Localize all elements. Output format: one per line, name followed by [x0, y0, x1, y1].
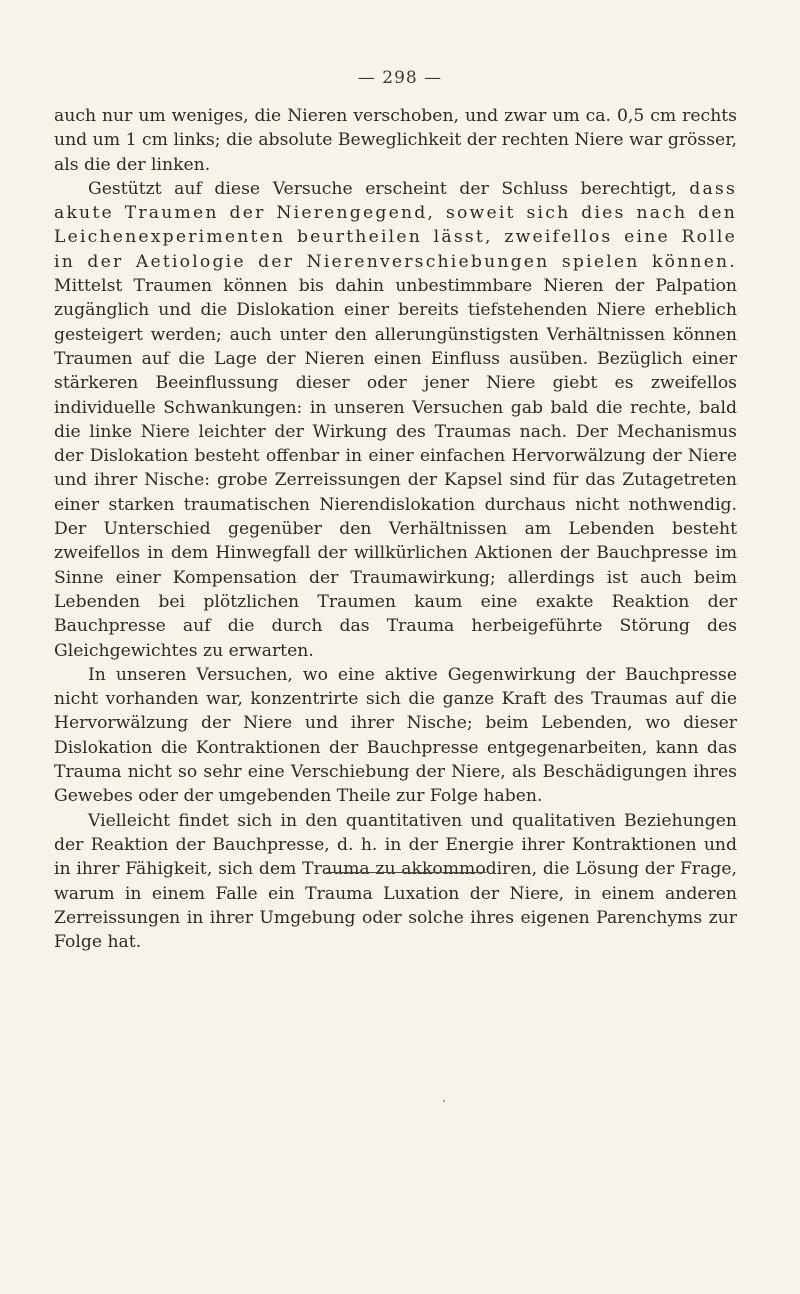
paragraph-2 — [54, 177, 737, 663]
paragraph-3: In unseren Versuchen, wo eine aktive Gegenwirkung der Bauchpresse nicht vorhanden war, konzentrirte sich die ganze Kraft des Traumas auf die Hervorwälzung der Niere und ihrer Nische; beim Lebenden, wo dieser Dislokation die Kontraktionen der Bauchpresse entgegenarbeiten, kann das Trauma nicht so sehr eine Verschiebung der Niere, als Beschädigungen ihres Gewebes oder der umgebenden Theile zur Folge haben. — [54, 664, 737, 807]
paragraph-1: auch nur um weniges, die Nieren verschoben, und zwar um ca. 0,5 cm rechts und um 1 cm links; die absolute Beweglichkeit der rechten Niere war grösser, als die der linken. — [54, 106, 737, 175]
paragraph-4: Vielleicht findet sich in den quantitativen und qualitativen Beziehungen der Reaktion der Bauchpresse, d. h. in der Energie ihrer Kontraktionen und in ihrer Fähigkeit, sich dem Trauma zu akkommodiren, die Lösung der Frage, warum in einem Falle ein Trauma Luxation der Niere, in einem anderen Zerreissungen in ihrer Umgebung oder solche ihres eigenen Parenchyms zur Folge hat. — [54, 810, 737, 953]
paragraph-2-intro: Gestützt auf diese Versuche erscheint der Schluss berechtigt, — [88, 178, 690, 199]
paragraph-2-rest: Mittelst Traumen können bis dahin unbestimmbare Nieren der Palpation zugänglich und die Dislokation einer bereits tiefstehenden Niere erheblich gesteigert werden; auch unter den allerungünstigsten Verhältnissen können Traumen auf die Lage der Nieren einen Einfluss ausüben. Bezüglich einer stärkeren Beeinflussung dieser oder jener Niere giebt es zweifellos individuelle Schwankungen: in unseren Versuchen gab bald die rechte, bald die linke Niere leichter der Wirkung des Traumas nach. Der Mechanismus der Dislokation besteht offenbar in einer einfachen Hervorwälzung der Niere und ihrer Nische: grobe Zerreissungen der Kapsel sind für das Zutagetreten einer starken traumatischen Nierendislokation durchaus nicht nothwendig. Der Unterschied gegenüber den Verhältnissen am Lebenden besteht zweifellos in dem Hinwegfall der willkürlichen Aktionen der Bauchpresse im Sinne einer Kompensation der Traumawirkung; allerdings ist auch beim Lebenden bei plötzlichen Traumen kaum eine exakte Reaktion der Bauchpresse auf die durch das Trauma herbeigeführte Störung des Gleichgewichtes zu erwarten. — [54, 276, 737, 661]
print-speck — [443, 1100, 445, 1102]
paragraph-2-emphasis: dass akute Traumen der Nierengegend, soweit sich dies nach den Leichenexperimenten beurtheilen lässt, zweifellos eine Rolle in der Aetiologie der Nierenverschiebungen spielen können. — [54, 178, 737, 272]
end-rule — [326, 872, 486, 873]
body-text — [54, 104, 737, 954]
page-number: — 298 — — [357, 68, 443, 88]
